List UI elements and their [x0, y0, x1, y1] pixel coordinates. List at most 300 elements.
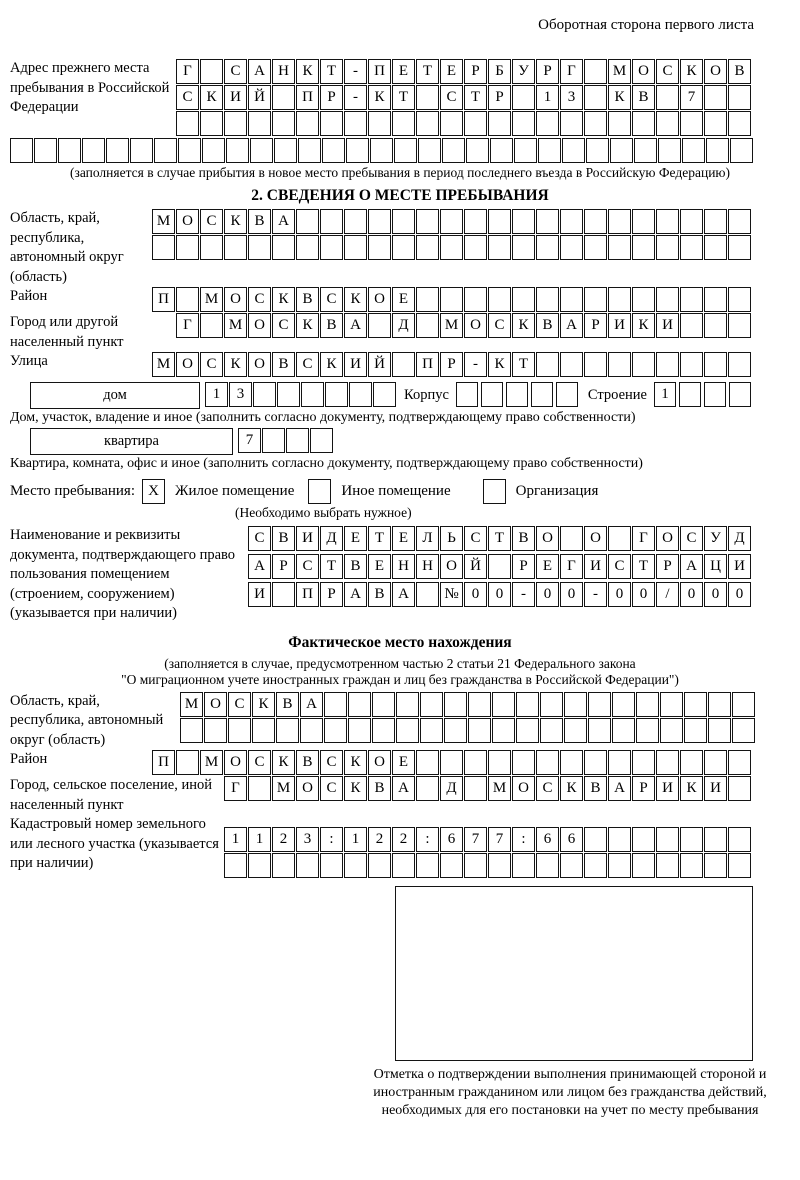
char-box — [488, 554, 511, 579]
char-box — [680, 235, 703, 260]
char-box — [512, 85, 535, 110]
char-box: С — [320, 750, 343, 775]
char-box: С — [440, 85, 463, 110]
char-box — [636, 718, 659, 743]
char-box — [728, 352, 751, 377]
char-box — [392, 853, 415, 878]
char-box: С — [656, 59, 679, 84]
char-box — [536, 209, 559, 234]
char-box: К — [344, 776, 367, 801]
char-box: А — [344, 582, 367, 607]
corner-note: Оборотная сторона первого листа — [538, 17, 754, 33]
char-box — [444, 718, 467, 743]
char-box — [392, 111, 415, 136]
actual-region-row-1 — [180, 692, 756, 717]
char-box — [34, 138, 57, 163]
char-box — [728, 111, 751, 136]
char-box — [320, 853, 343, 878]
char-box: О — [584, 526, 607, 551]
char-box — [300, 718, 323, 743]
char-box: Т — [512, 352, 535, 377]
char-box — [344, 111, 367, 136]
char-box: О — [176, 209, 199, 234]
char-box: И — [224, 85, 247, 110]
char-box — [560, 111, 583, 136]
char-box: И — [248, 582, 271, 607]
char-box — [732, 692, 755, 717]
s2-korpus-row — [456, 382, 581, 407]
char-box: О — [248, 313, 271, 338]
char-box: Е — [536, 554, 559, 579]
char-box: Е — [440, 59, 463, 84]
char-box — [416, 287, 439, 312]
char-box — [560, 853, 583, 878]
char-box — [680, 827, 703, 852]
s2-document-label: Наименование и реквизиты документа, подтверждающего право пользования помещением (строением, сооружением) (указывается при наличии) — [10, 527, 236, 621]
char-box — [608, 111, 631, 136]
char-box: 1 — [536, 85, 559, 110]
char-box: У — [704, 526, 727, 551]
char-box — [704, 111, 727, 136]
char-box: 0 — [464, 582, 487, 607]
char-box: 0 — [608, 582, 631, 607]
char-box — [608, 853, 631, 878]
char-box — [420, 692, 443, 717]
char-box — [440, 111, 463, 136]
char-box: : — [320, 827, 343, 852]
char-box: Г — [632, 526, 655, 551]
char-box: Т — [392, 85, 415, 110]
char-box — [560, 287, 583, 312]
char-box — [704, 853, 727, 878]
char-box — [680, 111, 703, 136]
char-box — [325, 382, 348, 407]
char-box — [176, 111, 199, 136]
char-box: 6 — [440, 827, 463, 852]
s2-document-row-3 — [248, 582, 752, 607]
char-box — [729, 382, 751, 407]
char-box — [200, 111, 223, 136]
char-box — [442, 138, 465, 163]
char-box — [416, 750, 439, 775]
char-box — [584, 750, 607, 775]
s2-korpus-label: Корпус — [404, 387, 449, 403]
stay-option-organization-label: Организация — [515, 483, 599, 499]
char-box — [468, 718, 491, 743]
char-box: Р — [464, 59, 487, 84]
char-box — [584, 235, 607, 260]
char-box — [248, 111, 271, 136]
s2-stay-type-row — [10, 479, 800, 504]
char-box — [512, 235, 535, 260]
char-box: В — [584, 776, 607, 801]
s2-house-block — [30, 382, 800, 409]
char-box — [728, 313, 751, 338]
char-box: : — [416, 827, 439, 852]
char-box: А — [680, 554, 703, 579]
char-box: М — [224, 313, 247, 338]
char-box — [656, 287, 679, 312]
char-box: И — [584, 554, 607, 579]
char-box: О — [536, 526, 559, 551]
registration-mark-caption: Отметка о подтверждении выполнения принимающей стороной и иностранным гражданином или лицом без гражданства действий, необходимых для его постановки на учет по месту пребывания — [373, 1067, 767, 1118]
char-box — [464, 111, 487, 136]
char-box: В — [248, 209, 271, 234]
char-box: 0 — [704, 582, 727, 607]
actual-cadastral-row-1 — [224, 827, 752, 852]
char-box: П — [296, 85, 319, 110]
char-box — [704, 85, 727, 110]
char-box: К — [344, 750, 367, 775]
char-box: М — [608, 59, 631, 84]
char-box — [324, 692, 347, 717]
char-box: 1 — [654, 382, 676, 407]
char-box — [344, 853, 367, 878]
char-box — [372, 718, 395, 743]
char-box: У — [512, 59, 535, 84]
char-box: С — [248, 287, 271, 312]
char-box: П — [152, 287, 175, 312]
char-box — [224, 853, 247, 878]
char-box: В — [368, 582, 391, 607]
char-box: К — [344, 287, 367, 312]
char-box: Т — [320, 554, 343, 579]
char-box: И — [656, 776, 679, 801]
char-box — [440, 750, 463, 775]
char-box: 2 — [392, 827, 415, 852]
char-box — [704, 827, 727, 852]
char-box — [488, 853, 511, 878]
char-box — [368, 111, 391, 136]
char-box — [416, 582, 439, 607]
char-box — [322, 138, 345, 163]
char-box — [704, 313, 727, 338]
char-box: В — [296, 750, 319, 775]
char-box: А — [248, 59, 271, 84]
char-box — [516, 692, 539, 717]
char-box — [704, 382, 726, 407]
char-box — [632, 853, 655, 878]
char-box — [301, 382, 324, 407]
char-box — [536, 111, 559, 136]
stay-option-other-label: Иное помещение — [341, 483, 451, 499]
char-box: - — [344, 59, 367, 84]
char-box — [464, 853, 487, 878]
s2-region-block — [10, 209, 800, 287]
char-box — [588, 692, 611, 717]
char-box: Н — [272, 59, 295, 84]
char-box: 3 — [560, 85, 583, 110]
char-box — [728, 776, 751, 801]
char-box — [730, 138, 753, 163]
char-box — [253, 382, 276, 407]
char-box — [368, 313, 391, 338]
char-box: С — [200, 352, 223, 377]
s2-apartment-note: Квартира, комната, офис и иное (заполнить согласно документу, подтверждающему право собственности) — [10, 456, 643, 471]
char-box — [320, 235, 343, 260]
char-box — [224, 235, 247, 260]
char-box: К — [632, 313, 655, 338]
char-box: С — [248, 526, 271, 551]
char-box — [320, 111, 343, 136]
char-box: Р — [584, 313, 607, 338]
char-box: Г — [176, 59, 199, 84]
char-box — [610, 138, 633, 163]
char-box: С — [536, 776, 559, 801]
char-box: 2 — [272, 827, 295, 852]
char-box — [560, 750, 583, 775]
char-box: О — [440, 554, 463, 579]
char-box: К — [272, 750, 295, 775]
char-box — [416, 313, 439, 338]
char-box — [456, 382, 478, 407]
char-box: М — [200, 750, 223, 775]
prev-address-block — [10, 59, 800, 137]
char-box: Т — [368, 526, 391, 551]
char-box: К — [560, 776, 583, 801]
char-box — [516, 718, 539, 743]
char-box — [608, 750, 631, 775]
actual-region-row-2 — [180, 718, 756, 743]
char-box — [228, 718, 251, 743]
actual-city-block — [10, 776, 800, 815]
char-box: № — [440, 582, 463, 607]
char-box: О — [656, 526, 679, 551]
char-box: Р — [512, 554, 535, 579]
s2-district-block — [10, 287, 800, 313]
char-box — [373, 382, 396, 407]
char-box — [262, 428, 285, 453]
char-box: М — [440, 313, 463, 338]
char-box — [660, 718, 683, 743]
char-box: 6 — [560, 827, 583, 852]
char-box — [368, 235, 391, 260]
char-box: В — [272, 352, 295, 377]
actual-district-block — [10, 750, 800, 776]
char-box — [130, 138, 153, 163]
char-box: 0 — [488, 582, 511, 607]
char-box: К — [272, 287, 295, 312]
char-box: Т — [464, 85, 487, 110]
char-box — [586, 138, 609, 163]
s2-apartment-block — [30, 428, 800, 455]
char-box: О — [224, 287, 247, 312]
char-box — [416, 85, 439, 110]
char-box — [286, 428, 309, 453]
char-box: Г — [224, 776, 247, 801]
prev-address-row-1 — [176, 59, 752, 84]
char-box — [310, 428, 333, 453]
char-box — [512, 750, 535, 775]
char-box — [608, 526, 631, 551]
char-box — [512, 853, 535, 878]
char-box — [584, 853, 607, 878]
char-box: Д — [392, 313, 415, 338]
char-box — [200, 313, 223, 338]
char-box: А — [300, 692, 323, 717]
char-box: В — [512, 526, 535, 551]
char-box — [564, 718, 587, 743]
char-box: О — [204, 692, 227, 717]
char-box — [488, 287, 511, 312]
char-box: С — [608, 554, 631, 579]
char-box: Г — [560, 554, 583, 579]
char-box — [440, 853, 463, 878]
char-box — [488, 750, 511, 775]
char-box — [392, 209, 415, 234]
char-box — [464, 209, 487, 234]
char-box: О — [248, 352, 271, 377]
actual-district-row — [152, 750, 752, 775]
char-box — [706, 138, 729, 163]
actual-region-rows — [180, 692, 756, 744]
char-box — [538, 138, 561, 163]
char-box: 0 — [728, 582, 751, 607]
char-box — [704, 750, 727, 775]
char-box: С — [272, 313, 295, 338]
char-box — [560, 235, 583, 260]
char-box: М — [152, 209, 175, 234]
char-box: - — [344, 85, 367, 110]
char-box: О — [296, 776, 319, 801]
char-box: К — [368, 85, 391, 110]
char-box: В — [272, 526, 295, 551]
actual-cadastral-block — [10, 815, 800, 879]
char-box — [349, 382, 372, 407]
char-box — [536, 853, 559, 878]
char-box: Р — [536, 59, 559, 84]
char-box — [656, 352, 679, 377]
char-box — [272, 582, 295, 607]
char-box — [272, 111, 295, 136]
char-box: С — [296, 352, 319, 377]
char-box — [154, 138, 177, 163]
char-box: Л — [416, 526, 439, 551]
char-box — [348, 692, 371, 717]
char-box — [464, 776, 487, 801]
char-box: О — [224, 750, 247, 775]
char-box — [728, 827, 751, 852]
char-box: К — [488, 352, 511, 377]
char-box — [704, 235, 727, 260]
char-box — [608, 209, 631, 234]
char-box — [536, 287, 559, 312]
char-box — [704, 352, 727, 377]
char-box: С — [228, 692, 251, 717]
char-box — [728, 750, 751, 775]
char-box: П — [296, 582, 319, 607]
char-box — [632, 352, 655, 377]
char-box — [468, 692, 491, 717]
char-box: / — [656, 582, 679, 607]
s2-city-block — [10, 313, 800, 352]
actual-cadastral-label: Кадастровый номер земельного или лесного участка (указывается при наличии) — [10, 816, 219, 871]
char-box — [728, 235, 751, 260]
actual-region-block — [10, 692, 800, 751]
char-box — [106, 138, 129, 163]
char-box — [252, 718, 275, 743]
char-box — [656, 209, 679, 234]
prev-address-row-4 — [10, 138, 800, 163]
char-box: Б — [488, 59, 511, 84]
char-box — [444, 692, 467, 717]
char-box — [636, 692, 659, 717]
char-box — [250, 138, 273, 163]
stay-checkbox-organization — [483, 479, 506, 504]
char-box — [178, 138, 201, 163]
char-box: Е — [392, 59, 415, 84]
char-box — [658, 138, 681, 163]
char-box: С — [464, 526, 487, 551]
prev-address-rows — [176, 59, 752, 137]
char-box — [514, 138, 537, 163]
char-box: Р — [272, 554, 295, 579]
char-box — [296, 235, 319, 260]
char-box — [704, 209, 727, 234]
char-box: Е — [344, 526, 367, 551]
char-box: Р — [656, 554, 679, 579]
actual-title: Фактическое место нахождения — [288, 633, 512, 651]
char-box: В — [276, 692, 299, 717]
s2-region-row-1 — [152, 209, 752, 234]
char-box — [180, 718, 203, 743]
char-box — [632, 111, 655, 136]
char-box: 3 — [296, 827, 319, 852]
char-box — [276, 718, 299, 743]
char-box — [584, 287, 607, 312]
section2-title: 2. СВЕДЕНИЯ О МЕСТЕ ПРЕБЫВАНИЯ — [251, 187, 549, 204]
char-box: К — [680, 59, 703, 84]
char-box: К — [608, 85, 631, 110]
char-box: Ь — [440, 526, 463, 551]
char-box — [348, 718, 371, 743]
char-box — [492, 692, 515, 717]
prev-address-row-3 — [176, 111, 752, 136]
s2-stay-label: Место пребывания: — [10, 483, 135, 499]
char-box: В — [728, 59, 751, 84]
char-box — [556, 382, 578, 407]
char-box — [680, 287, 703, 312]
char-box: И — [728, 554, 751, 579]
s2-house-box-label: дом — [30, 382, 200, 409]
char-box: Д — [440, 776, 463, 801]
char-box — [152, 235, 175, 260]
s2-region-row-2 — [152, 235, 752, 260]
char-box — [608, 287, 631, 312]
char-box — [728, 287, 751, 312]
char-box — [248, 776, 271, 801]
char-box: 7 — [488, 827, 511, 852]
char-box: К — [320, 352, 343, 377]
char-box: Е — [392, 526, 415, 551]
char-box — [396, 718, 419, 743]
char-box: 2 — [368, 827, 391, 852]
char-box — [584, 827, 607, 852]
char-box — [562, 138, 585, 163]
char-box: 0 — [680, 582, 703, 607]
s2-stroenie-label: Строение — [587, 387, 647, 403]
char-box — [464, 750, 487, 775]
char-box — [536, 352, 559, 377]
char-box: О — [512, 776, 535, 801]
char-box — [324, 718, 347, 743]
s2-document-block — [10, 526, 800, 624]
char-box — [656, 827, 679, 852]
char-box — [612, 718, 635, 743]
char-box — [200, 235, 223, 260]
char-box: : — [512, 827, 535, 852]
char-box — [708, 692, 731, 717]
